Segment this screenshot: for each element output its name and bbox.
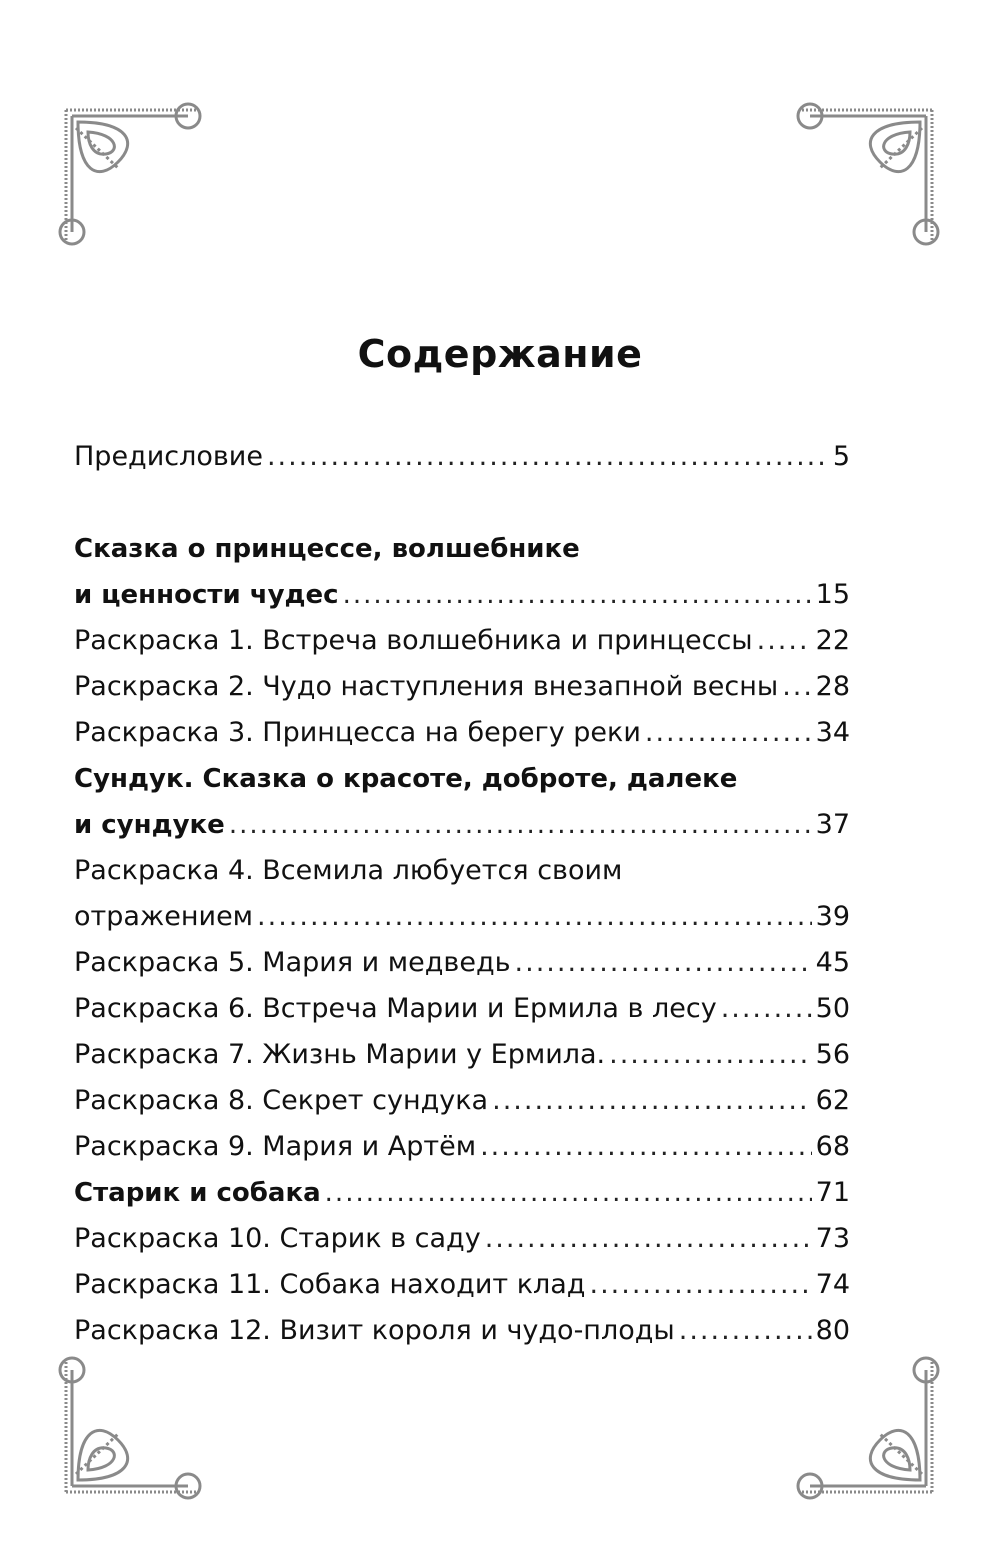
toc-page-number: 28 xyxy=(815,671,850,702)
toc-entry[interactable] xyxy=(74,710,850,756)
toc-entry-tale-chest[interactable] xyxy=(74,802,850,848)
toc-entry-text: Раскраска 6. Встреча Марии и Ермила в лесу xyxy=(74,993,717,1024)
toc-entry-text-line xyxy=(74,756,850,802)
leader-dots xyxy=(782,664,811,710)
toc-entry-text: Сундук. Сказка о красоте, доброте, далеке xyxy=(74,764,738,794)
leader-dots xyxy=(229,802,812,848)
toc-page-number: 62 xyxy=(815,1085,850,1116)
toc-entry[interactable] xyxy=(74,1216,850,1262)
toc-entry[interactable] xyxy=(74,986,850,1032)
toc-entry-tale-princess[interactable] xyxy=(74,572,850,618)
leader-dots xyxy=(589,1262,811,1308)
leader-dots xyxy=(645,710,812,756)
corner-ornament-bottom-left xyxy=(48,1350,208,1510)
toc-entry-text: Раскраска 8. Секрет сундука xyxy=(74,1085,489,1116)
celtic-knot-icon xyxy=(790,1350,950,1510)
toc-entry-text-line xyxy=(74,848,850,894)
toc-entry[interactable] xyxy=(74,618,850,664)
leader-dots xyxy=(325,1170,812,1216)
toc-entry[interactable] xyxy=(74,894,850,940)
leader-dots xyxy=(679,1308,812,1354)
toc-entry[interactable] xyxy=(74,664,850,710)
toc-entry-text: Предисловие xyxy=(74,441,263,472)
toc-entry-text: Раскраска 9. Мария и Артём xyxy=(74,1131,477,1162)
toc-entry-text: Старик и собака xyxy=(74,1178,321,1208)
corner-ornament-top-right xyxy=(790,92,950,252)
toc-page-number: 73 xyxy=(815,1223,850,1254)
leader-dots xyxy=(257,894,812,940)
celtic-knot-icon xyxy=(790,92,950,252)
toc-page-number: 37 xyxy=(815,809,850,840)
toc-entry-text: и сундуке xyxy=(74,810,225,840)
toc-page-number: 5 xyxy=(832,441,850,472)
toc-entry[interactable] xyxy=(74,940,850,986)
toc-entry-text: Раскраска 7. Жизнь Марии у Ермила. xyxy=(74,1039,606,1070)
toc-entry-text: Раскраска 10. Старик в саду xyxy=(74,1223,481,1254)
leader-dots xyxy=(480,1124,812,1170)
toc-entry[interactable] xyxy=(74,1124,850,1170)
toc-page-number: 71 xyxy=(815,1177,850,1208)
toc-page-number: 80 xyxy=(815,1315,850,1346)
toc-entry-tale-old-man[interactable] xyxy=(74,1170,850,1216)
toc-entry[interactable] xyxy=(74,1078,850,1124)
toc-entry[interactable] xyxy=(74,1262,850,1308)
toc-page-number: 56 xyxy=(815,1039,850,1070)
leader-dots xyxy=(757,618,812,664)
toc-page-number: 74 xyxy=(815,1269,850,1300)
toc-entry-text: Раскраска 3. Принцесса на берегу реки xyxy=(74,717,641,748)
table-of-contents xyxy=(74,434,850,1354)
toc-page-number: 50 xyxy=(815,993,850,1024)
toc-entry-text: Сказка о принцессе, волшебнике xyxy=(74,534,580,564)
toc-entry[interactable] xyxy=(74,1032,850,1078)
toc-entry-text: Раскраска 11. Собака находит клад xyxy=(74,1269,586,1300)
toc-entry-text: Раскраска 4. Всемила любуется своим xyxy=(74,855,623,886)
toc-page-number: 22 xyxy=(815,625,850,656)
leader-dots xyxy=(609,1032,812,1078)
toc-page-number: 68 xyxy=(815,1131,850,1162)
leader-dots xyxy=(492,1078,812,1124)
leader-dots xyxy=(721,986,812,1032)
toc-entry-preface[interactable] xyxy=(74,434,850,480)
toc-entry-text: Раскраска 5. Мария и медведь xyxy=(74,947,511,978)
toc-page-number: 45 xyxy=(815,947,850,978)
page-title: Содержание xyxy=(357,332,643,376)
leader-dots xyxy=(485,1216,812,1262)
corner-ornament-bottom-right xyxy=(790,1350,950,1510)
toc-entry-text: и ценности чудес xyxy=(74,580,339,610)
toc-entry-text: Раскраска 2. Чудо наступления внезапной весны xyxy=(74,671,779,702)
leader-dots xyxy=(343,572,812,618)
toc-entry-text: Раскраска 12. Визит короля и чудо-плоды xyxy=(74,1315,675,1346)
spacer xyxy=(74,480,850,526)
toc-page-number: 34 xyxy=(815,717,850,748)
leader-dots xyxy=(267,434,829,480)
toc-entry-text: отражением xyxy=(74,901,254,932)
toc-page-number: 39 xyxy=(815,901,850,932)
toc-entry-text-line xyxy=(74,526,850,572)
toc-entry-text: Раскраска 1. Встреча волшебника и принцессы xyxy=(74,625,753,656)
toc-page-number: 15 xyxy=(815,579,850,610)
celtic-knot-icon xyxy=(48,1350,208,1510)
corner-ornament-top-left xyxy=(48,92,208,252)
toc-entry[interactable] xyxy=(74,1308,850,1354)
leader-dots xyxy=(515,940,812,986)
celtic-knot-icon xyxy=(48,92,208,252)
